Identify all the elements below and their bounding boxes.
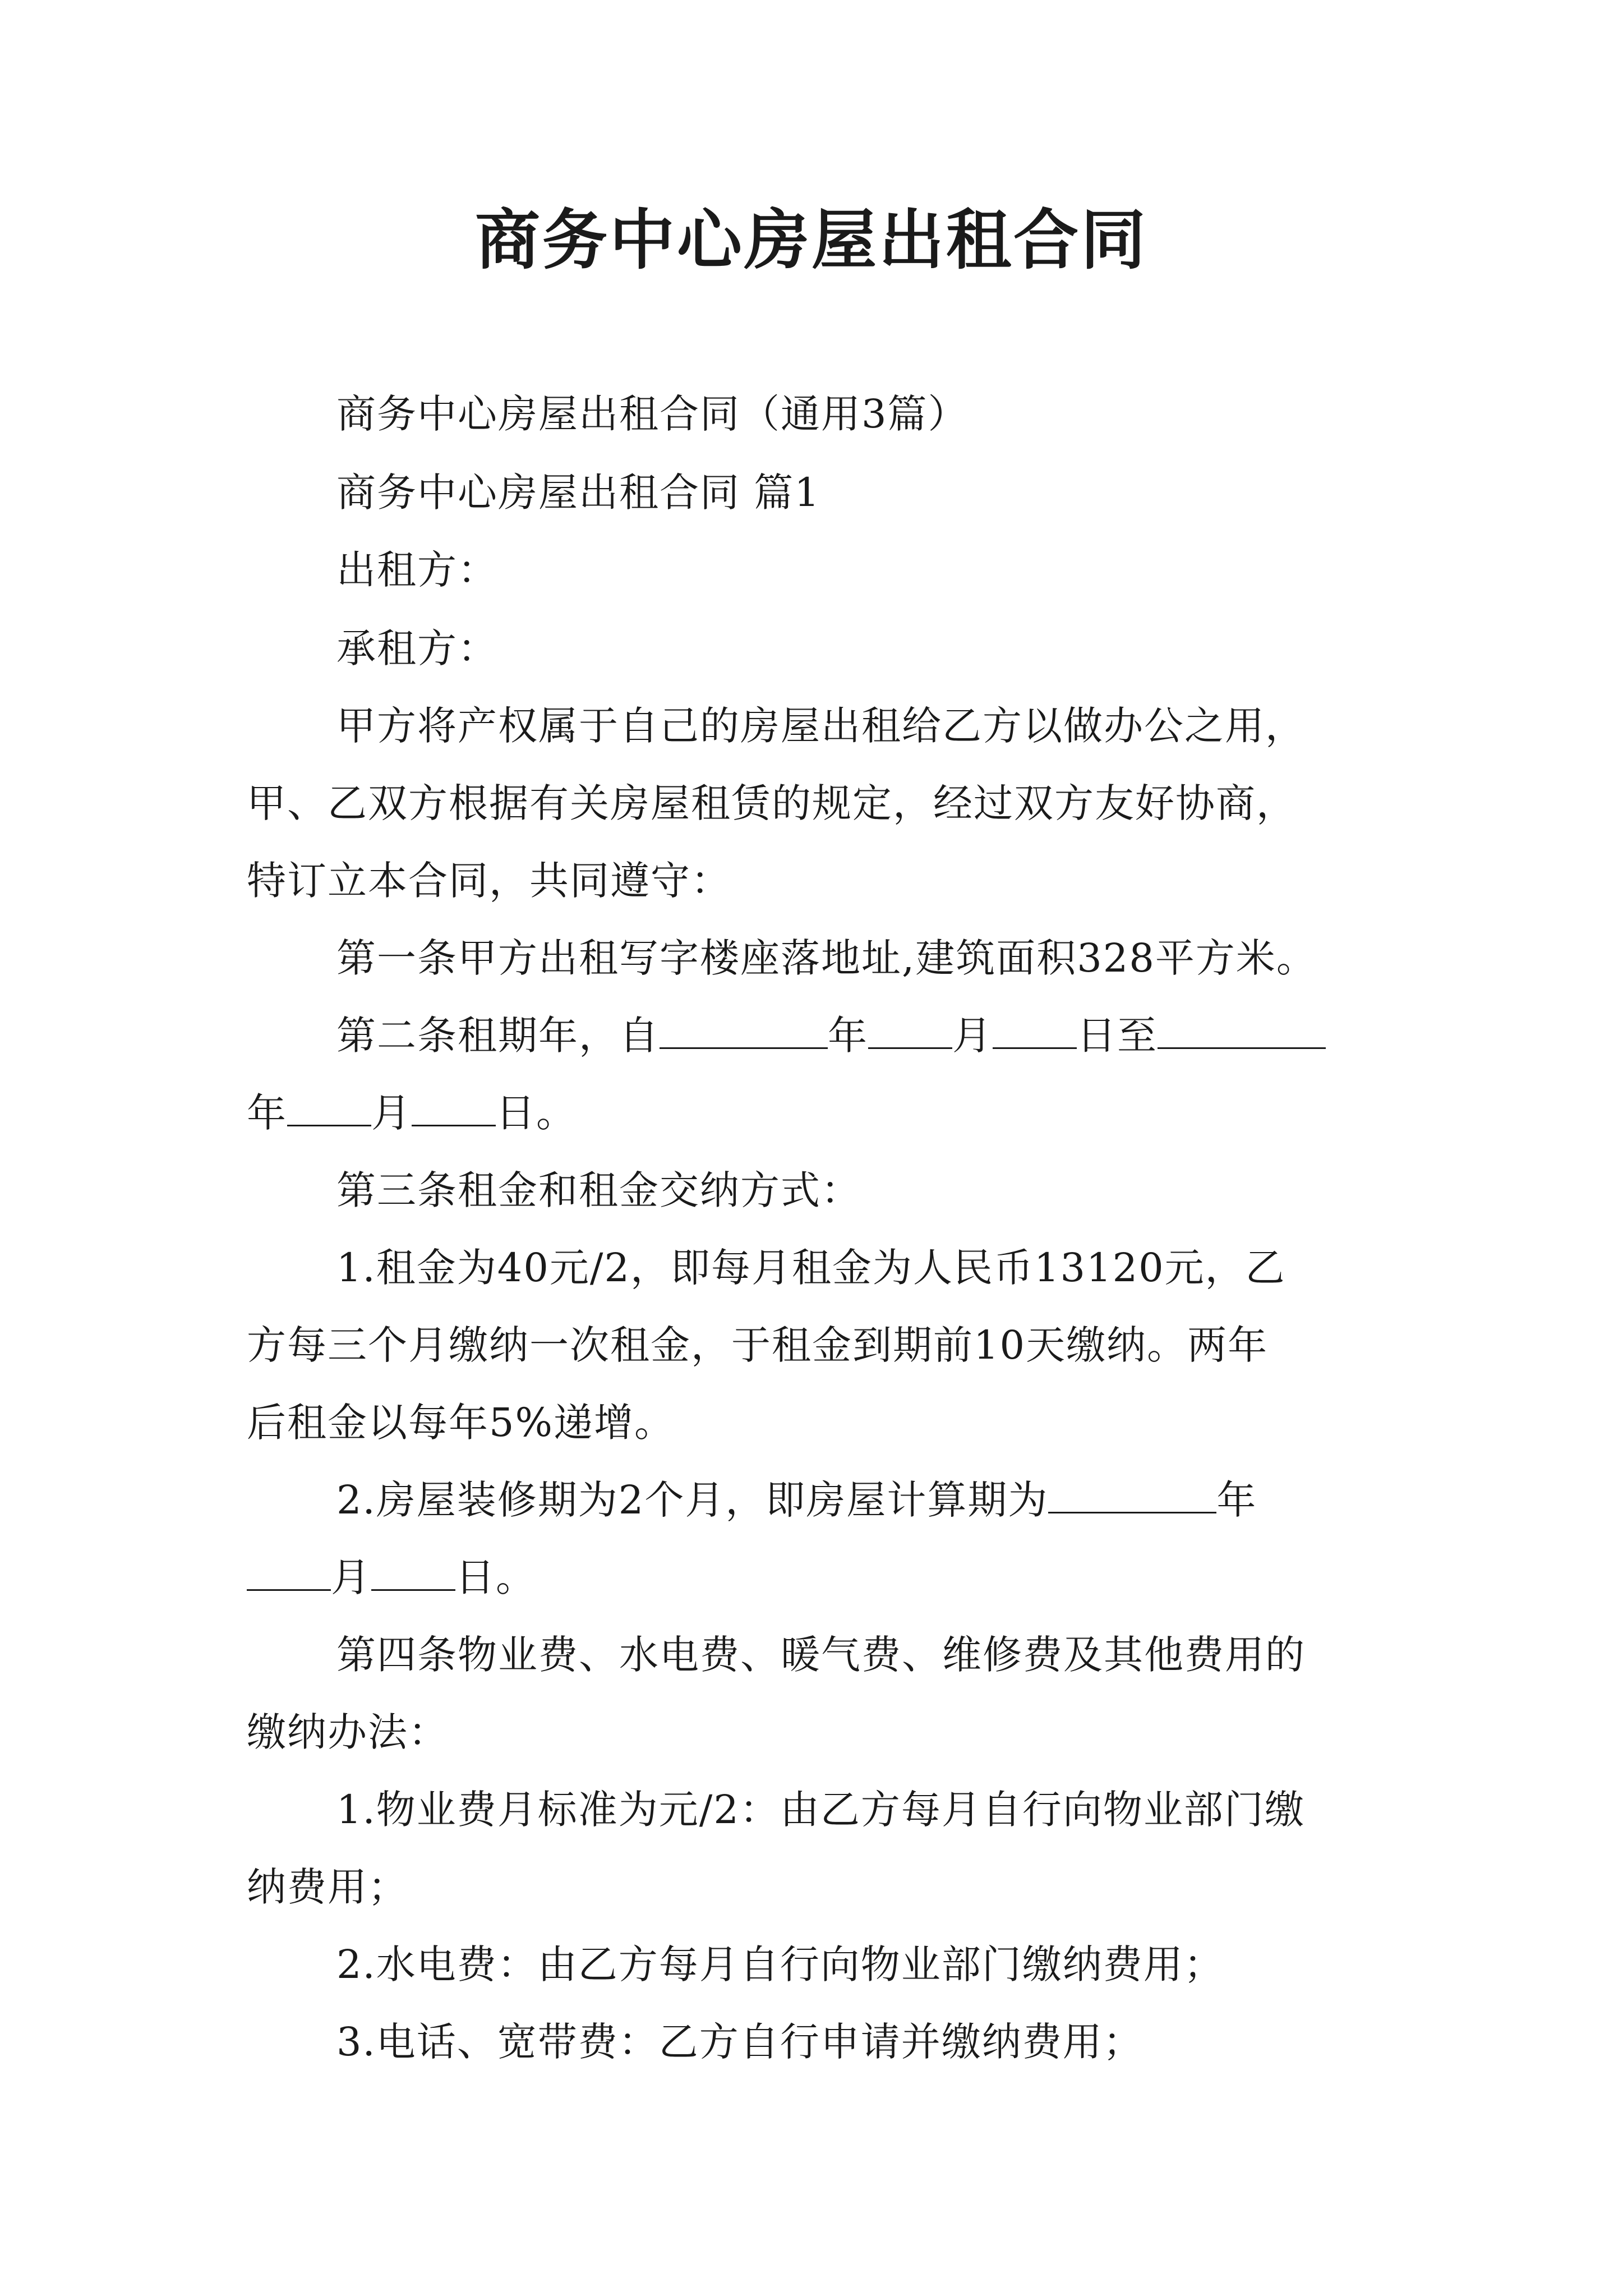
blank-line xyxy=(287,1090,371,1126)
paragraph-line: 2.水电费：由乙方每月自行向物业部门缴纳费用； xyxy=(336,1941,1224,1987)
renovation-text: 2.房屋装修期为2个月，即房屋计算期为 xyxy=(336,1477,1049,1523)
renovation-month: 月 xyxy=(331,1554,371,1600)
blank-line xyxy=(371,1554,455,1591)
renovation-year: 年 xyxy=(1216,1477,1257,1523)
paragraph-line: 甲方将产权属于自己的房屋出租给乙方以做办公之用， xyxy=(336,703,1306,749)
article-2-year: 年 xyxy=(247,1090,287,1136)
renovation-line xyxy=(336,1472,1257,1528)
paragraph-line: 1.租金为40元/2，即每月租金为人民币13120元，乙 xyxy=(336,1245,1286,1291)
article-3: 第三条租金和租金交纳方式： xyxy=(336,1167,861,1213)
paragraph-line: 甲、乙双方根据有关房屋租赁的规定，经过双方友好协商， xyxy=(247,780,1297,826)
blank-line xyxy=(412,1090,496,1126)
lessor-field: 出租方： xyxy=(336,547,498,593)
document-heading: 商务中心房屋出租合同（通用3篇） xyxy=(336,391,969,437)
article-2-month: 月 xyxy=(952,1013,993,1059)
paragraph-line: 方每三个月缴纳一次租金，于租金到期前10天缴纳。两年 xyxy=(247,1322,1269,1368)
blank-line xyxy=(868,1013,952,1049)
paragraph-line: 3.电话、宽带费：乙方自行申请并缴纳费用； xyxy=(336,2019,1144,2065)
blank-line xyxy=(1048,1477,1216,1513)
article-2-day: 日。 xyxy=(496,1090,577,1136)
document-title: 商务中心房屋出租合同 xyxy=(475,202,1148,278)
article-1: 第一条甲方出租写字楼座落地址,建筑面积328平方米。 xyxy=(336,935,1317,981)
article-2-month: 月 xyxy=(371,1090,412,1136)
section-heading: 商务中心房屋出租合同 篇1 xyxy=(336,470,820,516)
paragraph-line: 纳费用； xyxy=(247,1864,408,1910)
renovation-day: 日。 xyxy=(455,1554,536,1600)
article-2-year: 年 xyxy=(828,1013,868,1059)
paragraph-line: 后租金以每年5%递增。 xyxy=(247,1400,675,1446)
paragraph-line: 1.物业费月标准为元/2：由乙方每月自行向物业部门缴 xyxy=(336,1787,1305,1833)
blank-line xyxy=(993,1013,1077,1049)
article-4: 第四条物业费、水电费、暖气费、维修费及其他费用的 xyxy=(336,1632,1306,1678)
article-2-line-2 xyxy=(247,1085,577,1141)
blank-line xyxy=(660,1013,828,1049)
paragraph-line: 缴纳办法： xyxy=(247,1709,449,1755)
blank-line xyxy=(1158,1013,1326,1049)
article-2-day: 日至 xyxy=(1077,1013,1158,1059)
article-2-text: 第二条租期年，自 xyxy=(336,1013,660,1059)
paragraph-line: 特订立本合同，共同遵守： xyxy=(247,858,731,904)
blank-line xyxy=(247,1554,331,1591)
article-2-line xyxy=(336,1007,1326,1064)
renovation-line-2 xyxy=(247,1549,536,1605)
lessee-field: 承租方： xyxy=(336,625,498,671)
